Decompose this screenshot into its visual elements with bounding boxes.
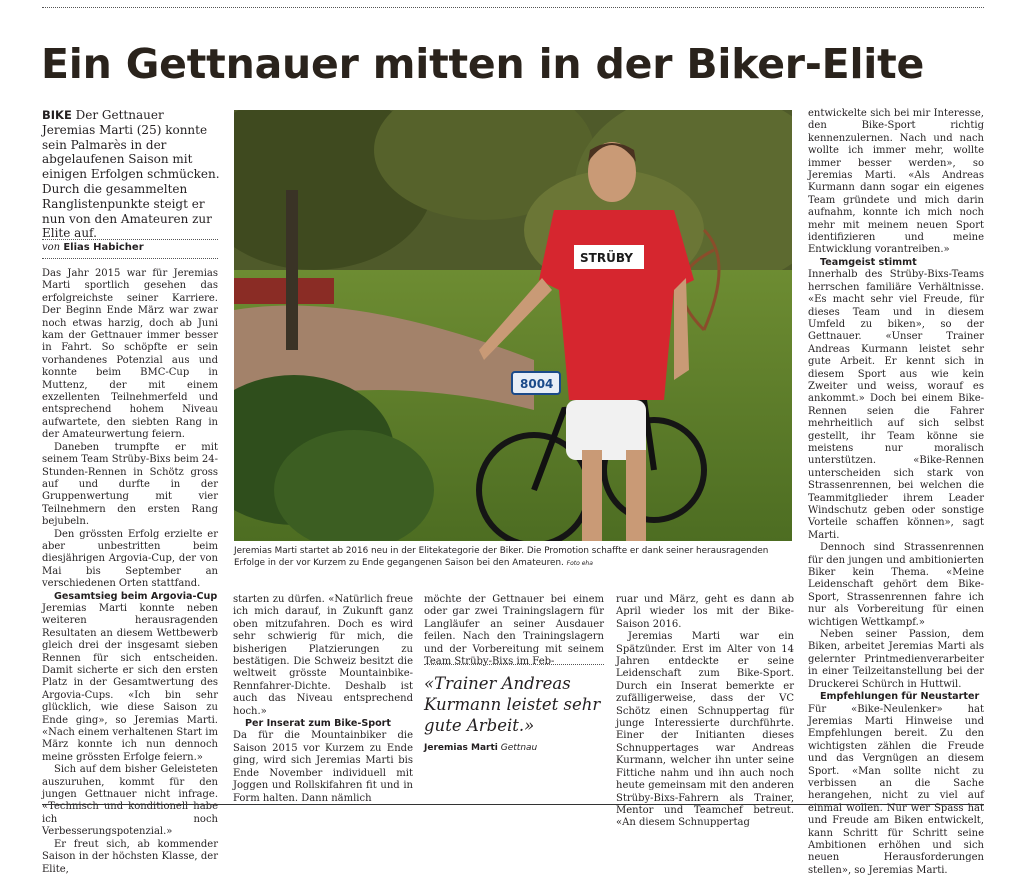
bottom-rule [42,804,984,805]
number-plate-text: 8004 [520,377,553,391]
paragraph: Neben seiner Passion, dem Biken, arbeitet Jeremias Marti als gelernter Printmedienverarbeiter in einer Teilzeitanstellung bei der Druckerei Schürch in Huttwil. [808,629,984,691]
paragraph: Sich auf dem bisher Geleisteten auszuruhen, kommt für den jungen Gettnauer nicht infrage. «Technisch und konditionell habe ich noch Verbesserungspotenzial.» [42,764,218,838]
paragraph: starten zu dürfen. «Natürlich freue ich mich darauf, in Zukunft ganz oben mitzufahren. Doch es wird sehr schwierig für mich, die bisherigen Platzierungen zu bestätigen. Die Schweiz besitzt die weltweit grösste Mountainbike-Rennfahrer-Dichte. Deshalb ist auch das Niveau entsprechend hoch.» [233,594,413,718]
pull-quote-rule [424,664,604,665]
photo-credit: Foto eha [567,560,593,567]
column-5 [808,108,984,877]
paragraph: Er freut sich, ab kommender Saison in der höchsten Klasse, der Elite, [42,839,218,876]
column-2 [233,594,413,805]
paragraph: Dennoch sind Strassenrennen für den jungen und ambitionierten Biker kein Thema. «Meine Leidenschaft gehört dem Bike-Sport, Strassenrennen fahre ich nur als Vorbereitung für einen wichtigen Wettkampf.» [808,542,984,629]
subheading: Gesamtsieg beim Argovia-Cup [42,591,218,603]
photo-caption [234,545,794,570]
top-dotted-rule [42,7,984,8]
caption-text: Jeremias Marti startet ab 2016 neu in der Elitekategorie der Biker. Die Promotion schaffte er dank seiner herausragenden Erfolge in der vor Kurzem zu Ende gegangenen Saison bei den Amateuren. [234,546,768,568]
lead-text: Der Gettnauer Jeremias Marti (25) konnte sein Palmarès in der abgelaufenen Saison mit einigen Erfolgen schmücken. Durch die gesammelten Ranglistenpunkte steigt er nun von den Amateuren zur Elite auf. [42,108,220,240]
column-4 [616,594,794,830]
byline-author: Elias Habicher [63,242,143,253]
paragraph: Den grössten Erfolg erzielte er aber unbestritten beim diesjährigen Argovia-Cup, der von Mai bis September an verschiedenen Orten stattfand. [42,529,218,591]
pull-quote-text: «Trainer Andreas Kurmann leistet sehr gute Arbeit.» [424,673,604,736]
paragraph: entwickelte sich bei mir Interesse, den Bike-Sport richtig kennenzulernen. Nach und nach wollte ich immer mehr, wollte immer besser werden», so Jeremias Marti. «Als Andreas Kurmann dann sogar ein eigenes Team gründete und mich darin aufnahm, konnte ich mich noch mehr mit meinem neuen Sport identifizieren und meine Entwicklung vorantreiben.» [808,108,984,257]
paragraph: Daneben trumpfte er mit seinem Team Strüby-Bixs beim 24-Stunden-Rennen in Schötz gross auf und durfte in der Gruppenwertung mit vier Teilnehmern den ersten Rang bejubeln. [42,442,218,529]
paragraph: möchte der Gettnauer bei einem oder gar zwei Trainingslagern für Langläufer an seiner Ausdauer feilen. Nach den Trainingslagern und der Vorbereitung mit seinem Team Strüby-Bixs im Feb- [424,594,604,668]
paragraph: Für «Bike-Neulenker» hat Jeremias Marti Hinweise und Empfehlungen bereit. Zu den wichtigsten zählen die Freude und das Vergnügen an diesem Sport. «Man sollte nicht zu verbissen an die Sache herangehen, nicht zu viel auf einmal wollen. Nur wer Spass hat und Freude am Biken entwickelt, kann Schritt für Schritt seine Ambitionen erhöhen und sich neuen Herausforderungen stellen», so Jeremias Marti. [808,704,984,877]
byline-prefix: von [42,242,60,253]
subheading: Empfehlungen für Neustarter [808,691,984,703]
pull-quote-attribution [424,743,604,753]
paragraph: Jeremias Marti war ein Spätzünder. Erst im Alter von 14 Jahren entdeckte er seine Leidenschaft zum Bike-Sport. Durch ein Inserat bemerkte er zufälligerweise, dass der VC Schötz einen Schnuppertag für junge Interessierte durchführte. Einer der Initianten dieses Schnuppertages war Andreas Kurmann, welcher ihn unter seine Fittiche nahm und ihn auch noch heute gemeinsam mit den anderen Strüby-Bixs-Fahrern als Trainer, Mentor und Teamchef betreut. «An diesem Schnuppertag [616,631,794,830]
paragraph: Jeremias Marti konnte neben weiteren herausragenden Resultaten an diesem Wettbewerb gleich drei der insgesamt sieben Rennen für sich entscheiden. Damit sicherte er sich den ersten Platz in der Gesamtwertung des Argovia-Cups. «Ich bin sehr glücklich, wie diese Saison zu Ende ging», so Jeremias Marti. «Nach einem verhaltenen Start im März konnte ich nun dennoch meine grössten Erfolge feiern.» [42,603,218,764]
jersey-text: STRÜBY [580,250,633,265]
pull-quote-place: Gettnau [501,743,538,753]
subheading: Teamgeist stimmt [808,257,984,269]
column-1 [42,268,218,876]
pull-quote-name: Jeremias Marti [424,743,498,753]
paragraph: ruar und März, geht es dann ab April wieder los mit der Bike-Saison 2016. [616,594,794,631]
subheading: Per Inserat zum Bike-Sport [233,718,413,730]
byline-separator-bottom [42,258,218,259]
paragraph: Das Jahr 2015 war für Jeremias Marti sportlich gesehen das erfolgreichste seiner Karriere. Der Beginn Ende März war zwar noch etwas harzig, doch ab Juni kam der Gettnauer immer besser in Fahrt. So schöpfte er sein vorhandenes Potenzial aus und konnte beim BMC-Cup in Muttenz, der mit einem exzellenten Teilnehmerfeld und entsprechend hohem Niveau aufwartete, den siebten Rang in der Amateurwertung feiern. [42,268,218,442]
column-3 [424,594,604,668]
byline-separator [42,239,218,240]
lead-keyword: BIKE [42,108,72,122]
paragraph: Innerhalb des Strüby-Bixs-Teams herrschen familiäre Verhältnisse. «Es macht sehr viel Freude, für dieses Team und in diesem Umfeld zu biken», so der Gettnauer. «Unser Trainer Andreas Kurmann leistet sehr gute Arbeit. Er kennt sich in diesem Sport aus wie kein Zweiter und weiss, worauf es ankommt.» Doch bei einem Bike-Rennen seien die Fahrer mehrheitlich auf sich selbst gestellt, ihr Team könne sie meistens nur moralisch unterstützen. «Bike-Rennen unterscheiden sich stark von Strassenrennen, bei welchen die Teammitglieder ihrem Leader Windschutz geben oder sonstige Vorteile schaffen können», sagt Marti. [808,269,984,542]
article-photo [234,110,792,541]
paragraph: Da für die Mountainbiker die Saison 2015 vor Kurzem zu Ende ging, wird sich Jeremias Marti bis Ende November individuell mit Joggen und Rollskifahren fit und in Form halten. Dann nämlich [233,730,413,804]
byline [42,242,218,254]
pull-quote [424,664,604,753]
headline: Ein Gettnauer mitten in der Biker-Elite [41,38,991,90]
lead-paragraph [42,108,220,241]
